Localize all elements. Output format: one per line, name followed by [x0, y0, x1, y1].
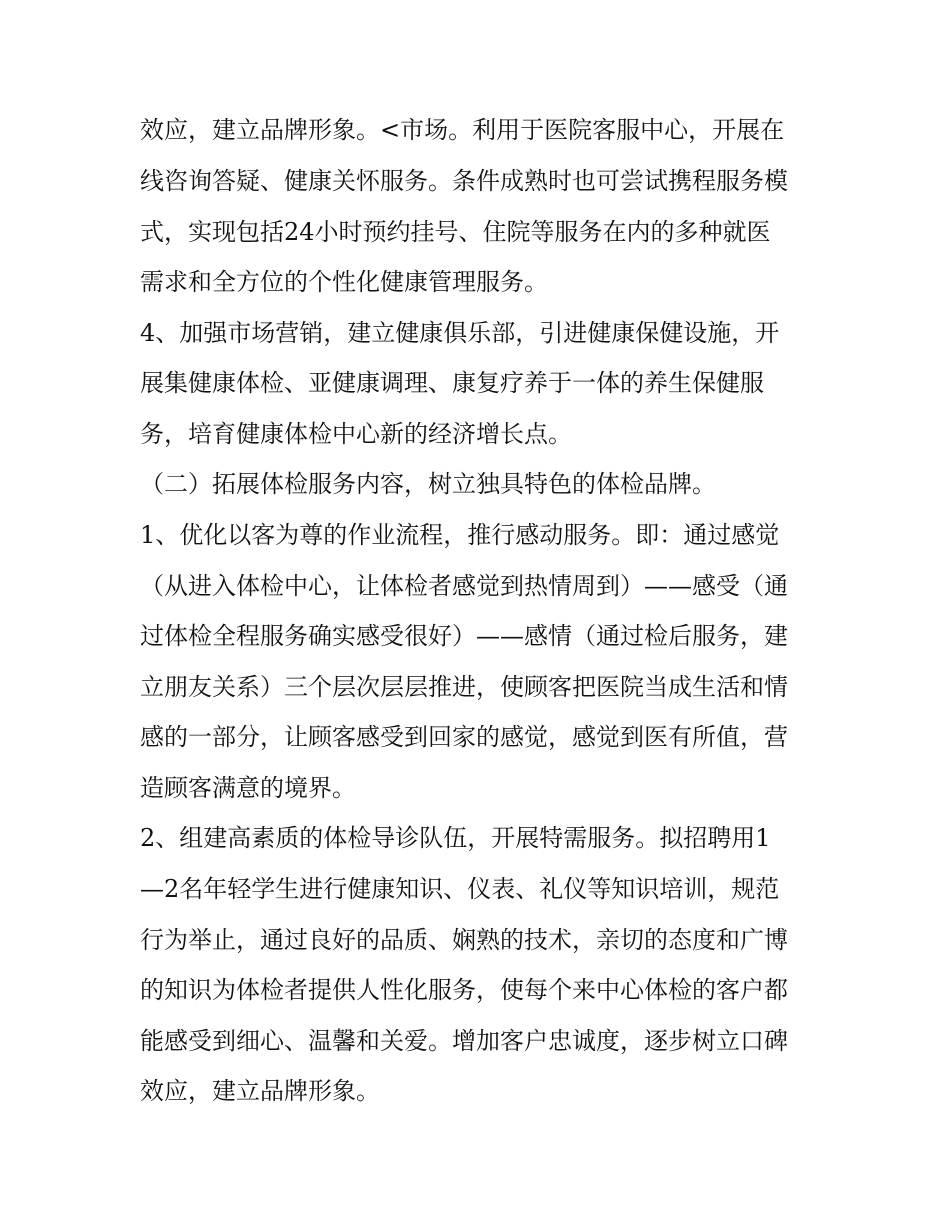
text-line: 造顾客满意的境界。: [140, 774, 356, 802]
section-heading: （二）拓展体检服务内容，树立独具特色的体检品牌。: [140, 470, 716, 498]
text-line: 立朋友关系）三个层次层层推进，使顾客把医院当成生活和情: [140, 673, 788, 701]
text-line: 线咨询答疑、健康关怀服务。条件成熟时也可尝试携程服务模: [140, 167, 788, 195]
text-line: 过体检全程服务确实感受很好）——感情（通过检后服务，建: [140, 622, 788, 650]
text-line: 需求和全方位的个性化健康管理服务。: [140, 268, 548, 296]
text-line: 1、优化以客为尊的作业流程，推行感动服务。即：通过感觉: [140, 521, 780, 549]
text-line: 务，培育健康体检中心新的经济增长点。: [140, 420, 572, 448]
text-line: 感的一部分，让顾客感受到回家的感觉，感觉到医有所值，营: [140, 723, 788, 751]
text-line: —2名年轻学生进行健康知识、仪表、礼仪等知识培训，规范: [140, 875, 780, 903]
text-line: 效应，建立品牌形象。<市场。利用于医院客服中心，开展在: [140, 116, 785, 144]
text-line: （从进入体检中心，让体检者感觉到热情周到）——感受（通: [140, 572, 788, 600]
text-line: 4、加强市场营销，建立健康俱乐部，引进健康保健设施，开: [140, 319, 780, 347]
text-line: 式，实现包括24小时预约挂号、住院等服务在内的多种就医: [140, 218, 771, 246]
text-line: 2、组建高素质的体检导诊队伍，开展特需服务。拟招聘用1: [140, 824, 771, 852]
text-line: 能感受到细心、温馨和关爱。增加客户忠诚度，逐步树立口碑: [140, 1027, 788, 1055]
text-line: 展集健康体检、亚健康调理、康复疗养于一体的养生保健服: [140, 369, 764, 397]
text-line: 行为举止，通过良好的品质、娴熟的技术，亲切的态度和广博: [140, 926, 788, 954]
text-line: 效应，建立品牌形象。: [140, 1077, 380, 1105]
text-line: 的知识为体检者提供人性化服务，使每个来中心体检的客户都: [140, 976, 788, 1004]
